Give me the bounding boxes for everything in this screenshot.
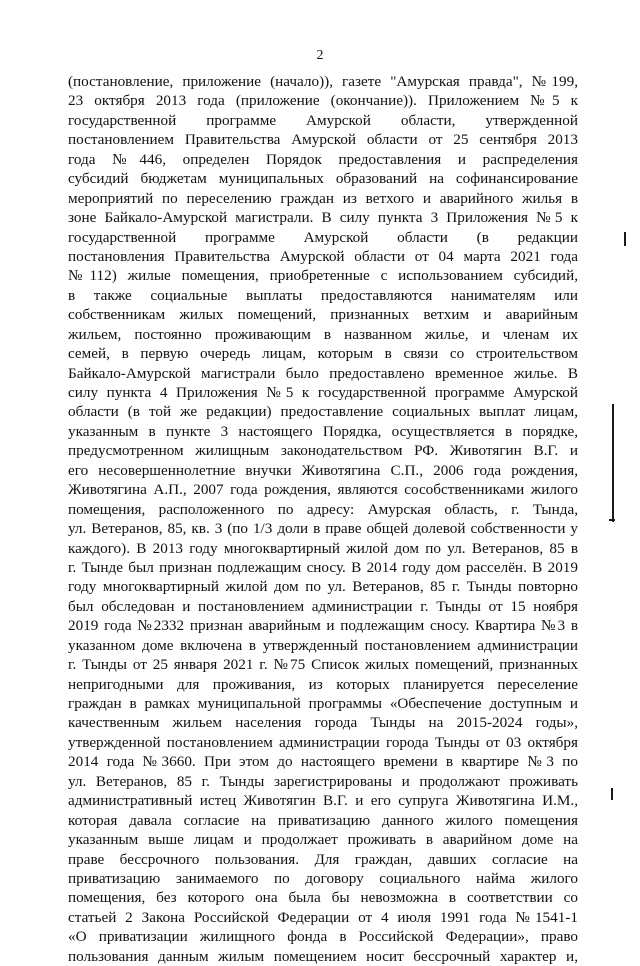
text-line: г. Тынды от 25 января 2021 г. №75 Список жилых помещений, признанных <box>68 656 578 674</box>
document-body <box>68 72 578 966</box>
margin-scan-mark <box>612 404 614 522</box>
text-line: году многоквартирный жилой дом по ул. Ветеранов, 85 г. Тынды повторно <box>68 578 578 596</box>
text-line: мероприятий по переселению граждан из ветхого и аварийного жилья в <box>68 189 578 207</box>
text-line: его несовершеннолетние внучки Животягина С.П., 2006 года рождения, <box>68 461 578 479</box>
text-line: семей, в первую очередь лицам, которым в связи со строительством <box>68 345 578 363</box>
text-line: приватизацию занимаемого по договору социального найма жилого <box>68 869 578 887</box>
text-line: указанным в пункте 3 настоящего Порядка, осуществляется в порядке, <box>68 422 578 440</box>
text-line: Животягина А.П., 2007 года рождения, являются сособственниками жилого <box>68 481 578 499</box>
margin-scan-mark <box>624 232 626 246</box>
text-line: 23 октября 2013 года (приложение (окончание)). Приложением №5 к <box>68 92 578 110</box>
text-line: административный истец Животягин В.Г. и его супруга Животягина И.М., <box>68 792 578 810</box>
text-line: постановления Правительства Амурской области от 04 марта 2021 года <box>68 247 578 265</box>
text-line: постановлением Правительства Амурской области от 25 сентября 2013 <box>68 131 578 149</box>
margin-scan-mark <box>611 788 613 800</box>
text-line: «О приватизации жилищного фонда в Российской Федерации», право <box>68 928 578 946</box>
page-number: 2 <box>316 48 324 63</box>
text-line: государственной программе Амурской области, утвержденной <box>68 111 578 129</box>
text-line: указанном доме включена в утвержденный постановлением администрации <box>68 636 578 654</box>
text-line: непригодными для проживания, из которых планируется переселение <box>68 675 578 693</box>
text-line: собственникам жилых помещений, признанных ветхим и аварийным <box>68 306 578 324</box>
text-line: государственной программе Амурской области (в редакции <box>68 228 578 246</box>
text-line: каждого). В 2013 году многоквартирный жилой дом по ул. Ветеранов, 85 в <box>68 539 578 557</box>
text-line: предусмотренном жилищным законодательством РФ. Животягин В.Г. и <box>68 442 578 460</box>
text-line: ул. Ветеранов, 85 г. Тынды зарегистрированы и продолжают проживать <box>68 772 578 790</box>
text-line: статьей 2 Закона Российской Федерации от 4 июля 1991 года №1541-1 <box>68 908 578 926</box>
text-line: помещения, расположенного по адресу: Амурская область, г. Тында, <box>68 500 578 518</box>
text-line: г. Тынде был признан подлежащим сносу. В 2014 году дом расселён. В 2019 <box>68 558 578 576</box>
text-line: пользования данным жилым помещением носит бессрочный характер и, <box>68 947 578 965</box>
text-line: ул. Ветеранов, 85, кв. 3 (по 1/3 доли в праве общей долевой собственности у <box>68 520 578 538</box>
text-line: указанным выше лицам и продолжает проживать в аварийном доме на <box>68 831 578 849</box>
text-line: утвержденной постановлением администрации города Тынды от 03 октября <box>68 733 578 751</box>
text-line: в также социальные выплаты предоставляются нанимателям или <box>68 286 578 304</box>
text-line: жильем, постоянно проживающим в названном жилье, и членам их <box>68 325 578 343</box>
text-line: года №446, определен Порядок предоставления и распределения <box>68 150 578 168</box>
text-line: 2014 года №3660. При этом до настоящего времени в квартире №3 по <box>68 753 578 771</box>
margin-scan-mark <box>609 519 615 521</box>
text-line: был обследован и постановлением администрации г. Тынды от 15 ноября <box>68 597 578 615</box>
text-line: зоне Байкало-Амурской магистрали. В силу пункта 3 Приложения №5 к <box>68 209 578 227</box>
text-line: граждан в рамках муниципальной программы «Обеспечение доступным и <box>68 695 578 712</box>
text-line: которая давала согласие на приватизацию данного жилого помещения <box>68 811 578 829</box>
text-line: силу пункта 4 Приложения №5 к государственной программе Амурской <box>68 384 578 401</box>
text-line: области (в той же редакции) предоставление социальных выплат лицам, <box>68 403 578 421</box>
text-line: №112) жилые помещения, приобретенные с использованием субсидий, <box>68 267 578 285</box>
text-line: (постановление, приложение (начало)), газете "Амурская правда", №199, <box>68 73 578 90</box>
text-line: 2019 года №2332 признан аварийным и подлежащим сносу. Квартира №3 в <box>68 617 578 635</box>
text-line: субсидий бюджетам муниципальных образований на софинансирование <box>68 170 578 188</box>
text-line: праве бессрочного пользования. Для граждан, давших согласие на <box>68 850 578 868</box>
text-line: помещения, без которого она была бы невозможна в соответствии со <box>68 889 578 907</box>
text-line: качественным жильем населения города Тынды на 2015-2024 годы», <box>68 714 578 732</box>
text-line: Байкало-Амурской магистрали было предоставлено временное жилье. В <box>68 364 578 382</box>
